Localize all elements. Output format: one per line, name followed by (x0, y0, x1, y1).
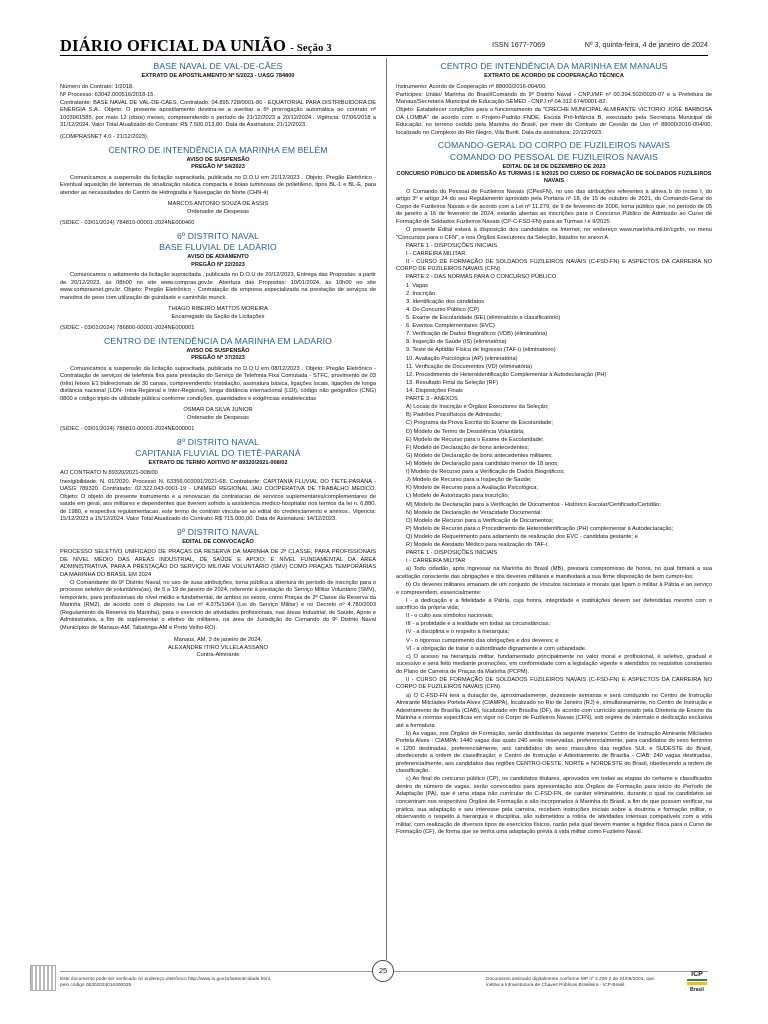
toc-line: 12. Procedimento de Heteroidentificação Complementar à Autodeclaração (PH) (406, 371, 607, 378)
act-title: AVISO DE SUSPENSÃO PREGÃO Nº 37/2023 (186, 347, 250, 362)
toc-line: II - CURSO DE FORMAÇÃO DE SOLDADOS FUZILEIROS NAVAIS (C-FSD-FN) E ASPECTOS DA CARREIRA NO CORPO DE FUZILEIROS NAVAIS (CFN) (396, 258, 712, 273)
source-reference: (SIDEC - 03/01/2024) 784810-00001-2024NE000460 (60, 220, 195, 227)
toc-line: I - CARREIRA MILITAR (406, 250, 466, 257)
right-column (396, 58, 712, 960)
toc-line: K) Modelo de Recurso para a Avaliação Psicológica; (406, 485, 539, 492)
toc-line: P) Modelo de Recurso para o Procedimento de Heteroidentificação (PH) complementar à Autodeclaração; (406, 525, 674, 532)
toc-line: O) Modelo de Recurso para a Verificação de Documentos; (406, 517, 554, 524)
paragraph: Comunicamos a suspensão da licitação supracitada, publicada no D.O.U em 08/12/2023 . Objeto: Pregão Eletrônico - Contratação de serviços de telefonia fixa para prestação do Serviço de Telefonia Fixa Comutada - STFC, provimento de 03 (três) feixes E1 bidirecionais de 30 canais, compreendendo: instalação, assinatura básica, ligações locais, ligações de longa distância nacional (LDN- Intra-Regional e Inter-Regional), longa distância internacional (LDI), código não geográfico (CNG) 0800 e código triplo de utilidade pública conforme condições, quantidades e exigências estabelecidas (60, 365, 376, 402)
toc-line: F) Modelo de Declaração de bons antecedentes; (406, 444, 529, 451)
place-date: Manaus, AM, 3 de janeiro de 2024. (173, 637, 263, 644)
paragraph: a) Todo cidadão, após ingressar na Marinha do Brasil (MB), prestará compromisso de honra, no qual firmará a sua aceitação consciente das obrigações e dos deveres militares e manifestará a sua firme disposição de bem cumpri-los; (396, 566, 712, 580)
act-title: EDITAL DE 18 DE DEZEMBRO DE 2023 CONCURSO PÚBLICO DE ADMISSÃO ÀS TURMAS I E II/2025 DO CURSO DE FORMAÇÃO DE SOLDADOS FUZILEIROS NAVAIS (396, 163, 712, 185)
signatory-role: Ordenador de Despesas (187, 414, 249, 421)
act-title: AVISO DE SUSPENSÃO PREGÃO Nº 54/2023 (186, 157, 250, 171)
toc-line: PARTE 2 - DAS NORMAS PARA O CONCURSO PÚBLICO (406, 274, 557, 281)
source-reference: (COMPRASNET 4.0 - 21/12/2023). (60, 134, 149, 141)
paragraph: Nº Processo: 63042.000516/2018-15. (60, 91, 156, 98)
source-reference: (SIDEC - 03/01/2024) 786800-00001-2024NE000001 (60, 325, 195, 332)
paragraph: Número do Contrato: 1/2018. (60, 83, 134, 90)
org-heading: 8º DISTRITO NAVAL CAPITANIA FLUVIAL DO TIETÊ-PARANÁ (135, 436, 301, 458)
paragraph: III - a probidade e a lealdade em todas as circunstâncias; (406, 621, 551, 628)
toc-line: N) Modelo de Declaração de Veracidade Documental; (406, 509, 542, 516)
paragraph: PROCESSO SELETIVO UNIFICADO DE PRAÇAS DA RESERVA DA MARINHA DE 2ª CLASSE, PARA PROFISSIONAIS DE NÍVEL MÉDIO DAS ÁREAS INDUSTRIAL, DE SAÚDE E APOIO; E NÍVEL FUNDAMENTAL DA ÁREA ADMINISTRATIVA, PARA A PRESTAÇÃO DO SERVIÇO MILITAR VOLUNTÁRIO (SMV) COMO PRAÇAS TEMPORÁRIAS DA MARINHA DO BRASIL EM 2024 (60, 549, 376, 578)
org-heading: BASE NAVAL DE VAL-DE-CÃES (153, 61, 283, 71)
signatory-name: OSMAR DA SILVA JUNIOR (183, 407, 253, 414)
paragraph: IV - a disciplina e o respeito à hierarquia; (406, 629, 510, 636)
org-heading: 9º DISTRITO NAVAL (176, 526, 260, 537)
left-column (60, 58, 376, 962)
org-heading: COMANDO-GERAL DO CORPO DE FUZILEIROS NAVAIS COMANDO DO PESSOAL DE FUZILEIROS NAVAIS (437, 140, 671, 162)
toc-line: A) Locais de Inscrição e Órgãos Executores da Seleção; (406, 404, 549, 411)
toc-line: 10. Avaliação Psicológica (AP) (eliminatória) (406, 355, 518, 362)
toc-line: 9. Teste de Aptidão Física de Ingresso (TAF-i) (eliminatório) (406, 347, 556, 354)
org-heading: CENTRO DE INTENDÊNCIA DA MARINHA EM LADÁRIO (103, 335, 332, 346)
paragraph: c) Ao final do concurso público (CP), os candidatos titulares, aprovados em todas as etapas do certame e classificados dentro do número de vagas, serão convocados para apresentação aos Órgãos de Formação para início do Período de Adaptação (PA), que é uma etapa não curricular do C-FSD-FN, de caráter eliminatório, durante o qual os candidatos se concentram nos respectivos Órgãos de Formação e são incorporados à Marinha do Brasil, a fim de que possam verificar, na prática, sua adaptação e seu interesse pela carreira, recebem instruções iniciais sobre a doutrina e formação militar, o observando o respeito à hierarquia e disciplina, são submetidos a rotina de atividades intensas compatíveis com a vida militar, com realização de diversos tipos de exercícios físicos, razão pela qual devem manter a higidez física para o Curso de Formação (CF), de forma que se tenha uma adaptação prévia à vida militar como Fuzileiro Naval. (396, 776, 712, 836)
paragraph: AO CONTRATO N 89320/2021-008/00 (60, 470, 158, 477)
section-label: - Seção 3 (290, 43, 332, 54)
toc-line: 8. Inspeção de Saúde (IS) (eliminatória) (406, 339, 507, 346)
toc-line: H) Modelo de Declaração para candidato menor de 18 anos; (406, 460, 559, 467)
signatory-name: THIAGO RIBEIRO MATTOS MOREIRA (168, 306, 268, 313)
paragraph: Objeto: Estabelecer condições para o funcionamento da "CRECHE MUNICIPAL ALMIRANTE VICTORIO JOSÉ BARBOSA DA LOMBA" de acordo com o Projeto-Padrão FNDE, Escola Pró-Infância B, executado pela Secretaria Municipal de Educação, no terreno cedido pela Marinha do Brasil, por meio do Contrato de Cessão de Uso nº 88000/2016-004/00, localizado no Complexo do Rio Negro, Vila Buriti. Data da assinatura: 22/12/2023. (396, 107, 712, 136)
toc-line: Q) Modelo de Requerimento para adiamento de realização dos EVC - candidata gestante; e (406, 533, 638, 540)
act-title: EXTRATO DE TERMO ADITIVO Nº 89320/2021-008/02 (148, 460, 288, 467)
org-heading: 6º DISTRITO NAVAL BASE FLUVIAL DE LADÁRIO (159, 230, 277, 253)
toc-line: 5. Exame de Escolaridade (EE) (eliminatório e classificatório) (406, 315, 561, 321)
icp-brasil-logo-icon: ICP Brasil (686, 971, 708, 997)
toc-line: 4. Do Concurso Público (CP) (406, 306, 480, 313)
signature-note: Documento assinado digitalmente conforme MP nº 2.200-2 de 24/08/2001, que institui a Infraestrutura de Chaves Públicas Brasileira - ICP-Brasil. (486, 977, 655, 988)
paragraph: I - a dedicação e a fidelidade à Pátria, cuja honra, integridade e instituições devem ser defendidas mesmo com o sacrifício da própria vida; (396, 597, 712, 612)
toc-line: PARTE 1 - DISPOSIÇÕES INICIAIS (406, 242, 498, 249)
toc-line: PARTE 3 - ANEXOS (406, 396, 458, 403)
verification-note: Este documento pode ser verificado no endereço eletrônico http://www.in.gov.br/autenticidade.html, pelo código 05302024010400025 (60, 977, 272, 988)
toc-line: 14. Disposições Finais (406, 387, 463, 394)
paragraph: VI - a obrigação de tratar o subordinado dignamente e com urbanidade. (406, 645, 587, 652)
toc-line: B) Padrões Psicofísicos de Admissão; (406, 412, 502, 419)
toc-line: D) Modelo de Termo de Desistência Voluntária; (406, 428, 525, 435)
page-number: 25 (372, 960, 394, 982)
masthead (60, 34, 708, 56)
source-reference: (SIDEC - 03/01/2024) 786810-00001-2024NE000001 (60, 426, 195, 433)
paragraph: c) O acesso na hierarquia militar, fundamentado principalmente no valor moral e profissional, é seletivo, gradual e sucessivo e será feito mediante promoções, em conformidade com a legislação vigente e atendidos os requisitos constantes do Plano de Carreira de Praças da Marinha (PCPM). (396, 653, 712, 675)
paragraph: b) Os deveres militares emanam de um conjunto de vínculos racionais e morais que ligam o militar à Pátria e ao serviço e compreendem, essencialmente: (396, 582, 712, 596)
paragraph: O presente Edital estará à disposição dos candidatos na Internet, no endereço www.marinha.mil.br/cgcfn, no menu "Concursos para o CFN", e nos Órgãos Executores da Seleção, listados no anexo A. (396, 226, 712, 241)
toc-line: E) Modelo de Recurso para o Exame de Escolaridade; (406, 436, 544, 443)
signatory-name: ALEXANDRE ITIRO VILLELA ASSANO (168, 644, 268, 651)
column-divider (386, 58, 387, 960)
toc-line: 6. Eventos Complementares (EVC) (406, 323, 495, 330)
paragraph: Comunicamos a suspensão da licitação supracitada, publicada no D.O.U em 21/12/2023 . Objeto: Pregão Eletrônico - Eventual aquisição de lanternas de sinalização náutica compacta e boias luminosas de polietileno, tipos BL-1 e BL-E, para atender as necessidades do Centro de Hidrografia e Navegação do Norte (CHN-4) (60, 174, 376, 196)
toc-line: J) Modelo de Recurso para a Inspeção de Saúde; (406, 477, 532, 484)
newspaper-title: DIÁRIO OFICIAL DA UNIÃO - Seção 3 (60, 36, 332, 55)
paragraph: O Comando do Pessoal de Fuzileiros Navais (CPesFN), no uso das atribuições referentes à alínea b do inciso I, do artigo 3º e artigo 24 do seu Regulamento aprovado pela Portaria nº 18, de 15 de outubro de 2021, do Comando-Geral do Corpo de Fuzileiros Navais e de acordo com a Lei nº 11.279, de 9 de fevereiro de 2006, torna público que, no período de 05 de janeiro a 16 de fevereiro de 2024, estarão abertas as inscrições para o Concurso Público de Admissão ao Curso de Formação de Soldados Fuzileiros Navais (CP-C-FSD-FN) para as Turmas I e II/2025 (396, 188, 712, 225)
org-heading: CENTRO DE INTENDÊNCIA DA MARINHA EM BELÉM (108, 144, 328, 155)
paragraph: II - CURSO DE FORMAÇÃO DE SOLDADOS FUZILEIROS NAVAIS (C-FSD-FN) E ASPECTOS DA CARREIRA NO CORPO DE FUZILEIROS NAVAIS (CFN) (396, 676, 712, 691)
toc-line: C) Programa da Prova Escrita do Exame de Escolaridade; (406, 420, 553, 427)
paragraph: Inexigibilidade. N. 01/2020. Processo N. 63356.003091/2021-68. Contratante: CAPITANIA FLUVIAL DO TIETE-PARANA - UASG 789320. Contratado: 02.322.043-0001-19 - UNIMED REGIONAL JAU COOPERATIVA DE TRABALHO MEDICO. Objeto: O objeto do presente instrumento e a renovacao da contratacao de servicos suplementares/complementares de saude em geral, aos militares e dependentes que tiverem sofrido a assistencia medico-hospitalar nos termos da lei n. 6.880, de 1980, e respectiva regulamentacao. este termo de contrato vincula-se ao edital do credenciamento e anexos.. Vigencia: 15/12/2023 a 15/12/2024. Valor Total Atualizado do Contrato: R$ 715.000,00. Data de Assinatura: 14/12/2023. (60, 478, 376, 523)
paragraph: Contratante: BASE NAVAL DE VAL-DE-CAES. Contratado: 04.895.728/0001-80 - EQUATORIAL PARA DISTRIBUIDORA DE ENERGIA S.A.. Objeto: O presente apostilamento destina-se a averbar a 5ª prorrogação automática ao contrato nº 1003961585, por mais 12 (doze) meses, compreendendo o período de 21/12/2023 a 20/12/2024.. Vigência: 07/06/2018 a 31/12/2024. Valor Total Atualizado do Contrato: R$ 7.500.013,80. Data de Assinatura: 21/12/2023. (60, 99, 376, 129)
toc-line: 1. Vagas (406, 282, 429, 289)
toc-line: 7. Verificação de Dados Biográficos (VDB) (eliminatória) (406, 331, 548, 338)
page-footer (60, 962, 708, 1006)
toc-line: G) Modelo de Declaração de bons antecedentes militares; (406, 452, 553, 459)
issn: ISSN 1677-7069 (492, 40, 546, 49)
act-title: EDITAL DE CONVOCAÇÃO (182, 538, 254, 545)
signatory-role: Encarregado da Seção de Licitações (171, 313, 265, 320)
toc-line: I - CARREIRA MILITAR (406, 558, 466, 565)
signatory-role: Contra-Almirante (196, 652, 240, 659)
toc-line: I) Modelo de Recurso para a Verificação de Dados Biográficos; (406, 469, 565, 476)
toc-line: 13. Resultado Final da Seleção (RF) (406, 379, 498, 386)
paragraph: a) O C-FSD-FN terá a duração de, aproximadamente, dezessete semanas e será conduzido no Centro de Instrução Almirante Milcíades Portela Alves (CIAMPA), localizado no Rio de Janeiro (RJ) e, simultaneamente, no Centro de Instrução e Adestramento de Brasília (CIAB), localizado em Brasília (DF), de acordo com currículo aprovado pela Diretoria de Ensino da Marinha e normas específicas em vigor no Corpo de Fuzileiros Navais (CFN), sob regime de internato e dedicação exclusiva até a formatura. (396, 692, 712, 729)
qr-code-icon[interactable] (30, 965, 56, 991)
paragraph: II - o culto aos símbolos nacionais; (406, 613, 494, 620)
act-title: AVISO DE ADIAMENTO PREGÃO Nº 22/2023 (187, 254, 249, 268)
toc-line: L) Modelo de Autorização para inscrição; (406, 493, 510, 500)
toc-line: PARTE 1 - DISPOSIÇÕES INICIAIS (406, 550, 498, 557)
toc-line: M) Modelo de Declaração para a Verificação de Documentos - Histórico Escolar/Certificado/Certidão; (406, 501, 661, 508)
paragraph: O Comandante do 9º Distrito Naval, no uso de suas atribuições, torna pública a abertura do período de inscrição para o processo seletivo de voluntários(as), de 5 a 19 de janeiro de 2024, referente à prestação do Serviço Militar Voluntário (SMV), temporário, para profissionais de nível médio e fundamental, de ambos os sexos, como Praças de 2ª Classe da Reserva da Marinha (RM2), de acordo com o disposto na Lei nº 4.375/1964 (Lei do Serviço Militar) e no Decreto nº 4.780/2003 (Regulamento da Reserva da Marinha), para o exercício de atividades profissionais, nas áreas Industrial, de Saúde, Apoio e Administrativa, a fim de suplementar o efetivo de militares, na área de Jurisdição do Comando do 9º Distrito Naval (Municípios de Manaus-AM, Tabatinga-AM e Porto Velho-RO). (60, 579, 376, 631)
paragraph: V - o rigoroso cumprimento das obrigações e dos deveres; e (406, 637, 559, 644)
paragraph: Partícipes: União/ Marinha do Brasil/Comando do 9º Distrito Naval - CNPJ/MF nº 00.394.502/0020-07 e a Prefeitura de Manaus/Secretaria Municipal de Educação-SEMED - CNPJ nº 04.312.674/0001-82. (396, 91, 712, 106)
act-title: EXTRATO DE ACORDO DE COOPERAÇÃO TÉCNICA (484, 73, 624, 80)
toc-line: 2. Inscrição (406, 290, 436, 297)
toc-line: 3. Identificação dos candidatos (406, 298, 485, 305)
toc-line: 11. Verificação de Documentos (VD) (eliminatória) (406, 363, 533, 370)
org-heading: CENTRO DE INTENDÊNCIA DA MARINHA EM MANAUS (440, 61, 668, 71)
edition-date: Nº 3, quinta-feira, 4 de janeiro de 2024 (584, 40, 708, 49)
paragraph: b) As vagas, nos Órgãos de Formação, serão distribuídas da seguinte maneira: Centro de Instrução Almirante Milcíades Portela Alves - CIAMPA: 1440 vagas das quais 240 serão reservadas, preferencialmente, para candidatos do sexo feminino e 1200 destinadas, preferencialmente, aos candidatos do sexo masculino das regiões SUL e SUDESTE do Brasil, obedecendo a ordem de classificação; e Centro de Instrução e Adestramento de Brasília - CIAB: 240 vagas destinadas, preferencialmente, aos candidatos das regiões CENTRO-OESTE, NORTE e NORDESTE do Brasil, obedecendo a ordem de classificação. (396, 730, 712, 775)
paragraph: Instrumento: Acordo de Cooperação nº 88000/2016-004/00. (396, 83, 547, 90)
signatory-role: Ordenador de Despesas (187, 208, 249, 215)
paragraph: Comunicamos o adiamento da licitação supracitada , publicada no D.O.U de 20/12/2023, Entrega das Propostas: a partir de 20/12/2023, às 08h00 no site www.compras.gov.br. Abertura das Propostas: 10/01/2024, às 10h00 no site www.comprasnet.gov.br. Objeto: Pregão Eletrônico - Contratação de empresa especializada na prestação de serviços de manobra de peso com utilização de guindaste e caminhão munck. (60, 272, 376, 301)
toc-line: R) Modelo de Atestado Médico para realização do TAF-i. (406, 542, 549, 549)
signatory-name: MARCOS ANTONIO SOUZA DE ASSIS (167, 201, 269, 208)
act-title: EXTRATO DE APOSTILAMENTO Nº 5/2023 - UASG 784800 (141, 73, 295, 80)
